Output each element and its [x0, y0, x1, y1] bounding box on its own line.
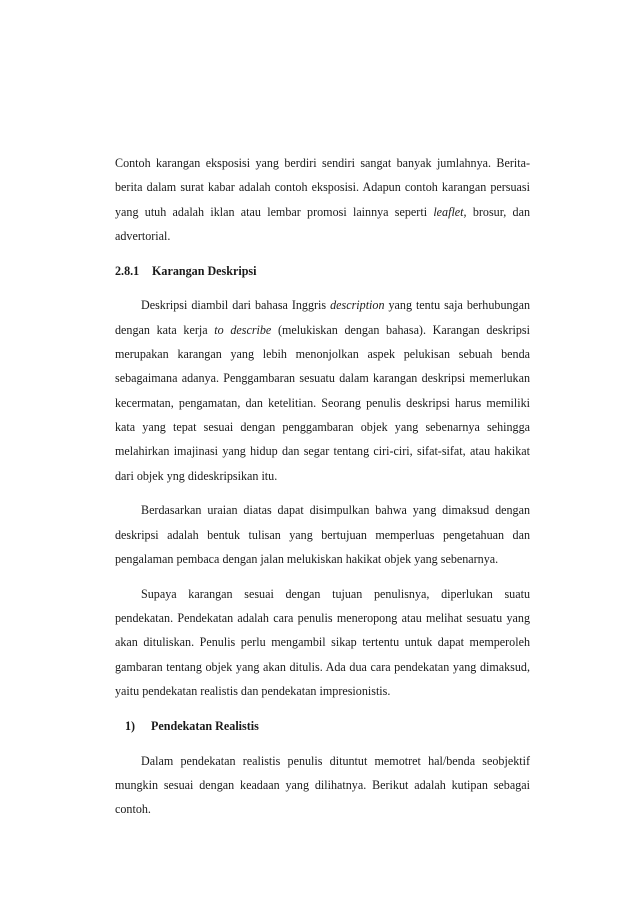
- paragraph-1: [115, 293, 530, 487]
- section-number: 2.8.1: [115, 263, 140, 278]
- subsection-title: Pendekatan Realistis: [151, 718, 259, 733]
- paragraph-3: Supaya karangan sesuai dengan tujuan penulisnya, diperlukan suatu pendekatan. Pendekatan adalah cara penulis meneropong atau melihat sesuatu yang akan dituliskan. Penulis perlu mengambil sikap tertentu untuk dapat memperoleh gambaran tentang objek yang akan ditulis. Ada dua cara pendekatan yang dimaksud, yaitu pendekatan realistis dan pendekatan impresionistis.: [115, 586, 530, 698]
- paragraph-2: Berdasarkan uraian diatas dapat disimpulkan bahwa yang dimaksud dengan deskripsi adalah bentuk tulisan yang bertujuan memperluas pengetahuan dan pengalaman pembaca dengan jalan melukiskan hakikat objek yang sebenarnya.: [115, 503, 530, 566]
- paragraph-1-text-3: (melukiskan dengan bahasa). Karangan deskripsi merupakan karangan yang lebih menonjolkan aspek pelukisan sebuah benda sebagaimana adanya. Penggambaran sesuatu dalam karangan deskripsi memerlukan kecermatan, pengamatan, dan ketelitian. Seorang penulis deskripsi harus memiliki kata yang tepat sesuai dengan penggambaran objek yang sebenarnya sehingga melahirkan imajinasi yang hidup dan segar tentang ciri-ciri, sifat-sifat, atau hakikat dari objek yng dideskripsikan itu.: [115, 322, 531, 483]
- subsection-number: 1): [125, 718, 136, 733]
- intro-text-1: Contoh karangan eksposisi yang berdiri sendiri sangat banyak jumlahnya. Berita-berita dalam surat kabar adalah contoh eksposisi. Adapun contoh karangan persuasi yang utuh adalah iklan atau lembar promosi lainnya seperti: [115, 156, 530, 219]
- intro-paragraph: [115, 151, 530, 248]
- subsection-heading: [115, 714, 530, 738]
- paragraph-1-text-1: Deskripsi diambil dari bahasa Inggris: [141, 298, 331, 313]
- section-title: Karangan Deskripsi: [152, 263, 257, 278]
- intro-text-2: brosur, dan advertorial.: [115, 204, 530, 243]
- paragraph-4: Dalam pendekatan realistis penulis dituntut memotret hal/benda seobjektif mungkin sesuai dengan keadaan yang dilihatnya. Berikut adalah kutipan sebagai contoh.: [115, 753, 530, 817]
- paragraph-1-italic-2: to describe: [214, 322, 272, 337]
- paragraph-1-italic-1: description: [330, 298, 385, 313]
- intro-italic-term: leaflet,: [433, 204, 467, 219]
- page-content: [115, 151, 530, 832]
- paragraph-1-text-2: yang tentu saja berhubungan dengan kata kerja: [115, 298, 530, 337]
- section-heading: [115, 259, 530, 283]
